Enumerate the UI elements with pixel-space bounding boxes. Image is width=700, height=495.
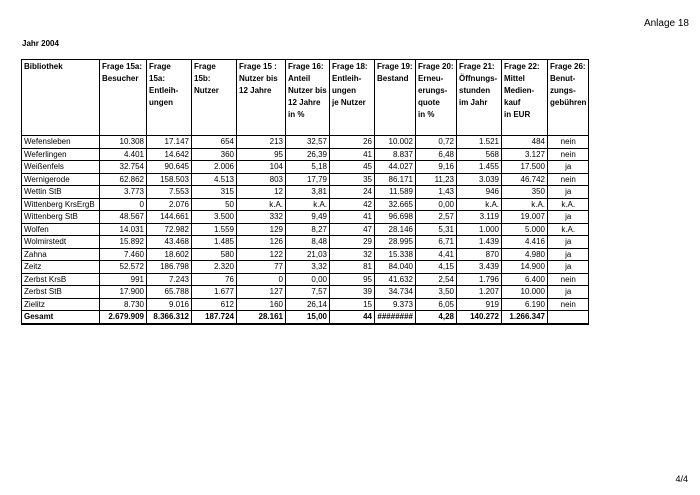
column-header-line: gebühren [550, 98, 587, 107]
table-cell: 360 [192, 148, 237, 161]
table-cell: nein [548, 273, 589, 286]
table-cell: 26,14 [286, 298, 330, 311]
table-body [22, 136, 589, 324]
table-cell: 6.190 [502, 298, 548, 311]
table-cell: 24 [330, 186, 375, 199]
library-name-cell: Wettin StB [22, 186, 100, 199]
table-cell: 129 [237, 223, 286, 236]
table-cell: 21,03 [286, 248, 330, 261]
total-cell: 1.266.347 [502, 311, 548, 324]
table-row [22, 261, 589, 274]
table-cell: 14.900 [502, 261, 548, 274]
table-cell: 15.338 [375, 248, 416, 261]
table-cell: k.A. [237, 198, 286, 211]
total-row [22, 311, 589, 324]
total-cell: 4,28 [416, 311, 457, 324]
table-cell: 81 [330, 261, 375, 274]
total-cell: 15,00 [286, 311, 330, 324]
table-cell: 2.076 [147, 198, 192, 211]
column-header [192, 60, 237, 136]
table-cell: 19.007 [502, 211, 548, 224]
table-cell: 32.754 [100, 161, 147, 174]
table-cell: 3,50 [416, 286, 457, 299]
table-row [22, 161, 589, 174]
table-cell: 47 [330, 223, 375, 236]
table-cell: k.A. [548, 223, 589, 236]
annex-label: Anlage 18 [643, 18, 689, 29]
table-cell: k.A. [286, 198, 330, 211]
year-label: Jahr 2004 [22, 39, 59, 48]
column-header [22, 60, 100, 136]
table-cell: 350 [502, 186, 548, 199]
table-row [22, 148, 589, 161]
column-header-line: Erneu- [418, 74, 444, 83]
column-header [237, 60, 286, 136]
column-header-line: Frage 19: [377, 62, 413, 71]
table-cell: 41 [330, 148, 375, 161]
column-header-line: Entleih- [149, 86, 179, 95]
table-cell: 4.513 [192, 173, 237, 186]
table-cell: 7.460 [100, 248, 147, 261]
table-cell: nein [548, 298, 589, 311]
table-cell: 90.645 [147, 161, 192, 174]
column-header-line: kauf [504, 98, 521, 107]
table-cell: 126 [237, 236, 286, 249]
total-cell: 28.161 [237, 311, 286, 324]
table-cell: 39 [330, 286, 375, 299]
total-cell: ######## [375, 311, 416, 324]
table-cell: k.A. [457, 198, 502, 211]
table-cell: 84.040 [375, 261, 416, 274]
table-row [22, 298, 589, 311]
table-cell: 95 [330, 273, 375, 286]
column-header-line: Frage 15 : [239, 62, 277, 71]
table-cell: 4.416 [502, 236, 548, 249]
table-cell: ja [548, 261, 589, 274]
table-row [22, 173, 589, 186]
table-cell: 568 [457, 148, 502, 161]
column-header-line: Nutzer bis [288, 86, 327, 95]
table-cell: ja [548, 248, 589, 261]
table-cell: 580 [192, 248, 237, 261]
table-cell: 50 [192, 198, 237, 211]
table-row [22, 248, 589, 261]
column-header [100, 60, 147, 136]
table-cell: 9.016 [147, 298, 192, 311]
column-header-line: Besucher [102, 74, 139, 83]
table-cell: 7.243 [147, 273, 192, 286]
table-cell: 3.500 [192, 211, 237, 224]
total-cell: 44 [330, 311, 375, 324]
table-cell: 3.773 [100, 186, 147, 199]
table-cell: 2.006 [192, 161, 237, 174]
table-cell: 4.980 [502, 248, 548, 261]
table-cell: 46.742 [502, 173, 548, 186]
table-cell: 32,57 [286, 136, 330, 149]
column-header [457, 60, 502, 136]
table-cell: 1.000 [457, 223, 502, 236]
table-cell: 991 [100, 273, 147, 286]
table-cell: 919 [457, 298, 502, 311]
table-cell: 803 [237, 173, 286, 186]
table-cell: 10.308 [100, 136, 147, 149]
column-header-line: zungs- [550, 86, 576, 95]
total-cell: 2.679.909 [100, 311, 147, 324]
table-cell: 0 [100, 198, 147, 211]
library-name-cell: Zielitz [22, 298, 100, 311]
column-header-line: in EUR [504, 110, 531, 119]
table-cell: 1.455 [457, 161, 502, 174]
total-cell [548, 311, 589, 324]
column-header-line: je Nutzer [332, 98, 366, 107]
table-cell: 41.632 [375, 273, 416, 286]
table-cell: 104 [237, 161, 286, 174]
table-cell: 1.439 [457, 236, 502, 249]
table-cell: ja [548, 236, 589, 249]
table-cell: 186.798 [147, 261, 192, 274]
table-cell: 26 [330, 136, 375, 149]
table-cell: 122 [237, 248, 286, 261]
table-cell: 17.147 [147, 136, 192, 149]
table-cell: 0,00 [416, 198, 457, 211]
table-cell: 8,27 [286, 223, 330, 236]
table-cell: 158.503 [147, 173, 192, 186]
library-name-cell: Wolfen [22, 223, 100, 236]
column-header [147, 60, 192, 136]
library-name-cell: Zerbst StB [22, 286, 100, 299]
table-cell: 62.862 [100, 173, 147, 186]
table-cell: 42 [330, 198, 375, 211]
column-header-line: Frage 26: [550, 62, 586, 71]
table-cell: 4.401 [100, 148, 147, 161]
table-cell: 1.521 [457, 136, 502, 149]
table-cell: ja [548, 211, 589, 224]
column-header-line: quote [418, 98, 440, 107]
table-cell: 7,57 [286, 286, 330, 299]
table-cell: 86.171 [375, 173, 416, 186]
table-cell: 1.207 [457, 286, 502, 299]
table-row [22, 273, 589, 286]
table-cell: 144.661 [147, 211, 192, 224]
table-cell: 26,39 [286, 148, 330, 161]
column-header-line: Frage 18: [332, 62, 368, 71]
table-cell: ja [548, 286, 589, 299]
library-statistics-table [21, 59, 589, 325]
table-cell: 96.698 [375, 211, 416, 224]
column-header-line: ungen [332, 86, 356, 95]
column-header-line: Entleih- [332, 74, 362, 83]
table-row [22, 186, 589, 199]
table-cell: 17,79 [286, 173, 330, 186]
table-header-row [22, 60, 589, 136]
total-cell: 8.366.312 [147, 311, 192, 324]
column-header [286, 60, 330, 136]
table-cell: nein [548, 173, 589, 186]
column-header [548, 60, 589, 136]
column-header [416, 60, 457, 136]
table-cell: 0,00 [286, 273, 330, 286]
column-header-line: Frage 15b: [194, 62, 216, 83]
table-cell: 35 [330, 173, 375, 186]
page-number: 4/4 [675, 474, 688, 484]
column-header-line: Bestand [377, 74, 409, 83]
library-name-cell: Wolmirstedt [22, 236, 100, 249]
table-cell: 52.572 [100, 261, 147, 274]
table-cell: 18.602 [147, 248, 192, 261]
table-cell: 11.589 [375, 186, 416, 199]
column-header-line: Frage 15a: [102, 62, 143, 71]
table-cell: nein [548, 136, 589, 149]
table-row [22, 198, 589, 211]
table-cell: 870 [457, 248, 502, 261]
table-cell: ja [548, 186, 589, 199]
library-name-cell: Wittenberg StB [22, 211, 100, 224]
table-cell: 17.500 [502, 161, 548, 174]
column-header [375, 60, 416, 136]
table-cell: 8.730 [100, 298, 147, 311]
table-cell: 32 [330, 248, 375, 261]
table-cell: 28.995 [375, 236, 416, 249]
column-header-line: Frage 21: [459, 62, 495, 71]
table-cell: 5,31 [416, 223, 457, 236]
table-cell: 2,54 [416, 273, 457, 286]
table-cell: 0,72 [416, 136, 457, 149]
table-cell: 2.320 [192, 261, 237, 274]
column-header-line: in % [288, 110, 305, 119]
column-header-line: Frage 22: [504, 62, 540, 71]
column-header-line: stunden [459, 86, 491, 95]
total-cell: 140.272 [457, 311, 502, 324]
table-cell: 8.837 [375, 148, 416, 161]
table-cell: 29 [330, 236, 375, 249]
column-header [330, 60, 375, 136]
table-cell: 77 [237, 261, 286, 274]
table-cell: 3.439 [457, 261, 502, 274]
table-cell: 95 [237, 148, 286, 161]
library-name-cell: Zeitz [22, 261, 100, 274]
table-row [22, 286, 589, 299]
library-name-cell: Wittenberg KrsErgB [22, 198, 100, 211]
table-cell: k.A. [548, 198, 589, 211]
table-cell: 315 [192, 186, 237, 199]
table-cell: 3.039 [457, 173, 502, 186]
table-row [22, 136, 589, 149]
table-cell: 3.127 [502, 148, 548, 161]
table-cell: 45 [330, 161, 375, 174]
table-cell: 28.146 [375, 223, 416, 236]
total-label-cell: Gesamt [22, 311, 100, 324]
table-row [22, 211, 589, 224]
table-cell: 7.553 [147, 186, 192, 199]
column-header-line: Medien- [504, 86, 535, 95]
column-header-line: Anteil [288, 74, 311, 83]
table-cell: 10.002 [375, 136, 416, 149]
table-cell: 2,57 [416, 211, 457, 224]
table-row [22, 236, 589, 249]
table-cell: 9,49 [286, 211, 330, 224]
table-cell: 127 [237, 286, 286, 299]
table-cell: ja [548, 161, 589, 174]
table-cell: 9.373 [375, 298, 416, 311]
table-cell: k.A. [502, 198, 548, 211]
column-header-line: Nutzer bis [239, 74, 278, 83]
library-name-cell: Weißenfels [22, 161, 100, 174]
column-header-line: Frage 16: [288, 62, 324, 71]
column-header-line: Benut- [550, 74, 576, 83]
column-header-line: Frage 15a: [149, 62, 171, 83]
library-name-cell: Zerbst KrsB [22, 273, 100, 286]
table-cell: 17.900 [100, 286, 147, 299]
table-cell: 946 [457, 186, 502, 199]
library-name-cell: Zahna [22, 248, 100, 261]
table-cell: 48.567 [100, 211, 147, 224]
table-cell: 6,71 [416, 236, 457, 249]
column-header-line: 12 Jahre [288, 98, 321, 107]
table-cell: 43.468 [147, 236, 192, 249]
column-header-line: Mittel [504, 74, 525, 83]
column-header-line: in % [418, 110, 435, 119]
table-cell: 6,05 [416, 298, 457, 311]
table-cell: 15 [330, 298, 375, 311]
table-cell: 1.485 [192, 236, 237, 249]
table-cell: 160 [237, 298, 286, 311]
library-name-cell: Wernigerode [22, 173, 100, 186]
table-cell: 8,48 [286, 236, 330, 249]
column-header-line: Bibliothek [24, 62, 63, 71]
table-cell: 12 [237, 186, 286, 199]
table-cell: 44.027 [375, 161, 416, 174]
table-row [22, 223, 589, 236]
table-cell: 4,15 [416, 261, 457, 274]
table-cell: 5,18 [286, 161, 330, 174]
table-cell: 32.665 [375, 198, 416, 211]
column-header [502, 60, 548, 136]
table-cell: 14.642 [147, 148, 192, 161]
table-cell: 0 [237, 273, 286, 286]
table-cell: 72.982 [147, 223, 192, 236]
table-cell: 6.400 [502, 273, 548, 286]
table-cell: 11,23 [416, 173, 457, 186]
column-header-line: 12 Jahre [239, 86, 272, 95]
column-header-line: Frage 20: [418, 62, 454, 71]
table-cell: 65.788 [147, 286, 192, 299]
table-cell: 5.000 [502, 223, 548, 236]
table-cell: nein [548, 148, 589, 161]
table-cell: 1.677 [192, 286, 237, 299]
table-cell: 3,81 [286, 186, 330, 199]
table-cell: 4,41 [416, 248, 457, 261]
table-cell: 15.892 [100, 236, 147, 249]
table-cell: 6,48 [416, 148, 457, 161]
table-cell: 1,43 [416, 186, 457, 199]
table-cell: 1.559 [192, 223, 237, 236]
table-cell: 14.031 [100, 223, 147, 236]
table-cell: 1.796 [457, 273, 502, 286]
table-cell: 3,32 [286, 261, 330, 274]
table-cell: 612 [192, 298, 237, 311]
table-cell: 34.734 [375, 286, 416, 299]
table-cell: 654 [192, 136, 237, 149]
table-cell: 9,16 [416, 161, 457, 174]
total-cell: 187.724 [192, 311, 237, 324]
column-header-line: Öffnungs- [459, 74, 498, 83]
table-cell: 332 [237, 211, 286, 224]
column-header-line: erungs- [418, 86, 448, 95]
table-cell: 3.119 [457, 211, 502, 224]
table-cell: 76 [192, 273, 237, 286]
table-cell: 484 [502, 136, 548, 149]
table-cell: 10.000 [502, 286, 548, 299]
table-cell: 41 [330, 211, 375, 224]
column-header-line: ungen [149, 98, 173, 107]
library-name-cell: Wefensleben [22, 136, 100, 149]
table-cell: 213 [237, 136, 286, 149]
column-header-line: Nutzer [194, 86, 219, 95]
library-name-cell: Weferlingen [22, 148, 100, 161]
column-header-line: im Jahr [459, 98, 488, 107]
